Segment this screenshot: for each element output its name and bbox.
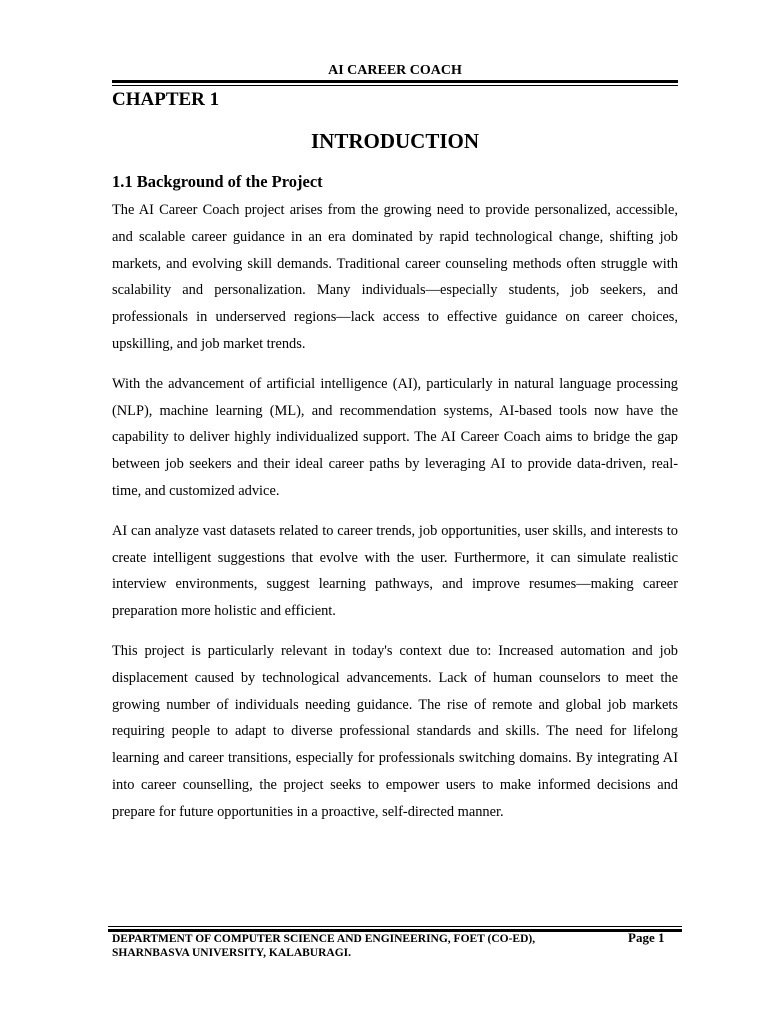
- paragraph-1: The AI Career Coach project arises from the growing need to provide personalized, accessible, and scalable career guidance in an era dominated by rapid technological change, shifting job markets, and evolving skill demands. Traditional career counseling methods often struggle with scalability and personalization. Many individuals—especially students, job seekers, and professionals in underserved regions—lack access to effective guidance on career choices, upskilling, and job market trends.: [112, 202, 678, 352]
- header-rule-thick: [112, 80, 678, 83]
- paragraph-4: This project is particularly relevant in today's context due to: Increased automation and job displacement caused by technological advancements. Lack of human counselors to meet the growing number of individuals needing guidance. The rise of remote and global job markets requiring people to adapt to diverse professional standards and skills. The need for lifelong learning and career transitions, especially for professionals switching domains. By integrating AI into career counselling, the project seeks to empower users to make informed decisions and prepare for future opportunities in a proactive, self-directed manner.: [112, 642, 678, 820]
- paragraph-2: With the advancement of artificial intelligence (AI), particularly in natural language processing (NLP), machine learning (ML), and recommendation systems, AI-based tools now have the capability to deliver highly individualized support. The AI Career Coach aims to bridge the gap between job seekers and their ideal career paths by leveraging AI to provide data-driven, real-time, and customized advice.: [112, 375, 678, 499]
- chapter-label: CHAPTER 1: [112, 89, 220, 110]
- footer-department: [112, 932, 602, 960]
- section-heading: 1.1 Background of the Project: [112, 172, 323, 191]
- body-text: [112, 197, 678, 839]
- footer-department-line-1: DEPARTMENT OF COMPUTER SCIENCE AND ENGINEERING, FOET (CO-ED),: [112, 933, 536, 945]
- header-rule-thin: [112, 85, 678, 86]
- page-number: Page 1: [628, 930, 665, 945]
- chapter-title: INTRODUCTION: [310, 129, 480, 153]
- footer-department-line-2: SHARNBASVA UNIVERSITY, KALABURAGI.: [112, 947, 352, 959]
- footer-rule-thin: [108, 926, 682, 927]
- running-header: AI CAREER COACH: [328, 63, 462, 78]
- paragraph-3: AI can analyze vast datasets related to career trends, job opportunities, user skills, and interests to create intelligent suggestions that evolve with the user. Furthermore, it can simulate realistic interview environments, suggest learning pathways, and improve resumes—making career preparation more holistic and efficient.: [112, 522, 678, 620]
